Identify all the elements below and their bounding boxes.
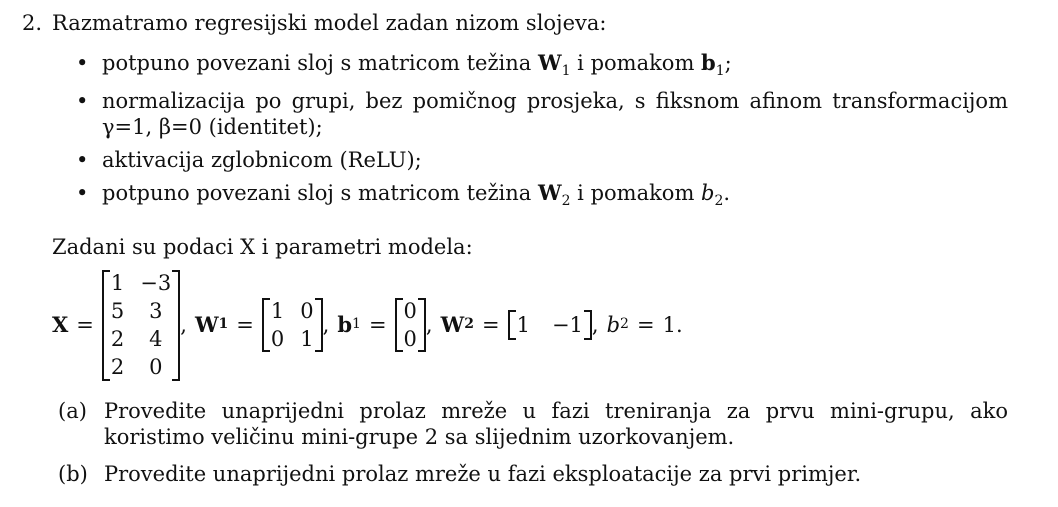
b1-symbol: b — [337, 311, 353, 337]
b2-value: 1. — [662, 312, 683, 337]
given-text: Zadani su podaci X i parametri modela: — [52, 235, 473, 259]
b2-symbol: b — [606, 312, 621, 337]
b1-vector: 0 0 — [395, 298, 426, 353]
x-matrix: 1 −3 5 3 2 4 2 0 — [102, 270, 180, 381]
task-part-b: (b) Provedite unaprijedni prolaz mreže u fazi eksploatacije za prvi primjer. — [58, 461, 862, 486]
parameter-equations: X = 1 −3 5 3 2 4 2 0 , W 1 = 1 0 0 1 , b 1 = 0 0 , W 2 = 1 −1 , b 2 = 1. — [52, 270, 683, 380]
x-symbol: X — [52, 311, 69, 337]
w2-row-vector: 1 −1 — [508, 310, 592, 340]
layer-item: • potpuno povezani sloj s matricom težina $W_2$ i pomakom $b_2$. — [58, 180, 1008, 211]
task-part-a: (a) Provedite unaprijedni prolaz mreže u fazi treniranja za prvu mini-grupu, ako koristimo veličinu mini-grupe 2 sa slijednim uzorkovanjem. — [58, 399, 1008, 450]
task-parts — [58, 398, 1008, 497]
w2-symbol: W — [440, 311, 465, 337]
w1-matrix: 1 0 0 1 — [262, 298, 323, 353]
question-number: 2. — [22, 11, 43, 35]
question-intro: Razmatramo regresijski model zadan nizom slojeva: — [52, 11, 607, 35]
layer-item: • aktivacija zglobnicom (ReLU); — [58, 147, 1008, 173]
layer-item: • normalizacija po grupi, bez pomičnog prosjeka, s fiksnom afinom transformacijom γ=1, β=0 (identitet); — [58, 88, 1008, 141]
layer-item: • potpuno povezani sloj s matricom težina $W_1$ i pomakom $b_1$; — [58, 50, 1008, 81]
layer-list — [58, 50, 1008, 218]
w1-symbol: W — [194, 311, 219, 337]
